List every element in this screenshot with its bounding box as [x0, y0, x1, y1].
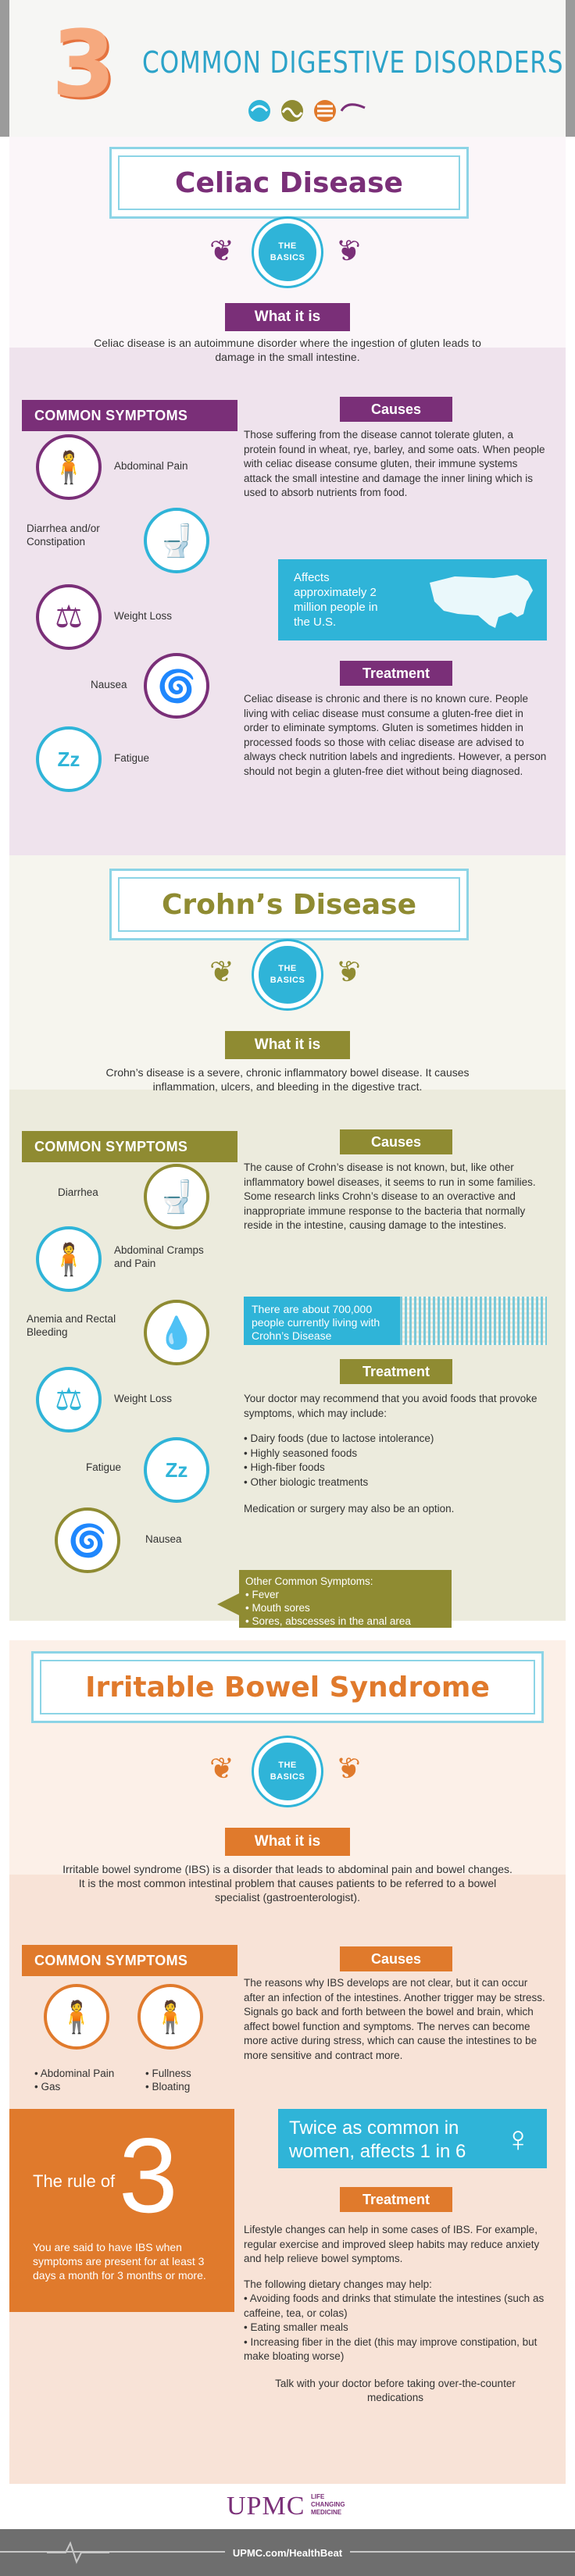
abdominal-pain-icon: 🧍 — [36, 1226, 102, 1292]
upmc-logo: UPMC — [227, 2492, 305, 2521]
list-item: • Avoiding foods and drinks that stimulate the intestines (such as caffeine, tea, or colas) — [244, 2292, 547, 2321]
list-item: • Eating smaller meals — [244, 2321, 547, 2335]
digestive-organs-icon — [244, 95, 369, 127]
header-number: 3 — [51, 10, 116, 118]
dot-pattern — [400, 1297, 547, 1345]
female-icon: ♀ — [505, 2118, 532, 2159]
usa-map-icon — [423, 567, 541, 634]
rule-label: The rule of — [33, 2171, 116, 2191]
tagline-line: MEDICINE — [311, 2509, 342, 2516]
wheat-icon: ❦ — [209, 235, 234, 268]
sleep-icon: Zz — [144, 1437, 209, 1503]
ibs-diet-list — [244, 2292, 547, 2364]
celiac-symptom-label: Weight Loss — [114, 610, 173, 622]
leaf-icon: ❦ — [209, 956, 234, 989]
celiac-symptom-label: Abdominal Pain — [114, 460, 188, 472]
leaf-icon: ❦ — [209, 1753, 234, 1786]
scale-icon: ⚖ — [36, 584, 102, 650]
abdominal-pain-icon: 🧍 — [36, 434, 102, 500]
celiac-symptom-label: Fatigue — [114, 752, 150, 764]
list-item: • Gas — [34, 2080, 114, 2093]
basics-bottom: BASICS — [270, 1772, 305, 1782]
list-item: • Other biologic treatments — [244, 1475, 547, 1490]
crohns-symptom-label: Anemia and Rectal Bleeding — [27, 1313, 116, 1338]
ibs-title: Irritable Bowel Syndrome — [40, 1660, 535, 1714]
celiac-what-text: Celiac disease is an autoimmune disorder where the ingestion of gluten leads to damage in the small intestine. — [94, 337, 481, 363]
ibs-basics-badge — [254, 1738, 321, 1805]
nausea-icon: 🌀 — [144, 653, 209, 719]
arrow-left-icon — [217, 1593, 239, 1615]
other-symptoms-list — [245, 1588, 452, 1628]
heartbeat-icon — [47, 2540, 109, 2565]
celiac-title: Celiac Disease — [118, 155, 460, 210]
crohns-symptom-label: Nausea — [145, 1533, 182, 1545]
ibs-fact-box — [278, 2109, 547, 2168]
celiac-symptom-label: Diarrhea and/or Constipation — [27, 523, 100, 548]
crohns-fact-box — [244, 1297, 400, 1345]
crohns-title-box — [109, 869, 469, 940]
toilet-icon: 🚽 — [144, 508, 209, 573]
scale-icon: ⚖ — [36, 1367, 102, 1432]
crohns-treatment-intro: Your doctor may recommend that you avoid foods that provoke symptoms, which may include: — [244, 1393, 538, 1419]
crohns-symptoms-header: COMMON SYMPTOMS — [22, 1131, 238, 1162]
ibs-treatment-outro: Talk with your doctor before taking over-the-counter medications — [275, 2377, 516, 2403]
celiac-symptom-label: Nausea — [91, 679, 127, 690]
ibs-what-text: Irritable bowel syndrome (IBS) is a disorder that leads to abdominal pain and bowel changes. It is the most common intestinal problem that causes patients to be referred to a bowel specialist (gastroenterologist). — [62, 1863, 512, 1903]
tagline-line: LIFE — [311, 2493, 325, 2500]
ibs-treatment-label: Treatment — [340, 2187, 452, 2212]
leaf-icon: ❦ — [336, 1753, 361, 1786]
ibs-causes-text: The reasons why IBS develops are not clear, but it can occur after an infection of the intestines. Another trigger may be stress. Signals go back and forth between the bowel and brain, which affect bowel function and symptoms. The nerves can become more active during stress, which can cause the intestines to be more sensitive and contract more. — [244, 1977, 545, 2061]
list-item: • Fullness — [145, 2067, 191, 2080]
ibs-fact: Twice as common in women, affects 1 in 6 — [289, 2118, 466, 2162]
crohns-what-text: Crohn’s disease is a severe, chronic inflammatory bowel disease. It causes inflammation, ulcers, and bleeding in the digestive tract. — [105, 1066, 470, 1093]
celiac-title-box — [109, 147, 469, 219]
other-symptoms-label: Other Common Symptoms: — [245, 1575, 373, 1587]
crohns-treatment-outro: Medication or surgery may also be an option. — [244, 1503, 455, 1515]
crohns-other-symptoms — [239, 1570, 452, 1628]
list-item: • Sores, abscesses in the anal area — [245, 1614, 452, 1628]
leaf-icon: ❦ — [336, 956, 361, 989]
celiac-what-label: What it is — [225, 303, 350, 331]
crohns-symptom-label: Diarrhea — [58, 1186, 98, 1198]
celiac-fact: Affects approximately 2 million people in the U.S. — [294, 571, 378, 629]
celiac-basics-badge — [254, 219, 321, 286]
rule-number: 3 — [119, 2116, 178, 2235]
ibs-title-box — [31, 1651, 544, 1723]
footer-url[interactable]: UPMC.com/HealthBeat — [225, 2545, 350, 2562]
basics-top: THE — [278, 241, 297, 251]
logo-tagline — [311, 2493, 345, 2517]
bloating-icon: 🧍 — [138, 1984, 203, 2050]
crohns-basics-badge — [254, 941, 321, 1008]
list-item: • Abdominal Pain — [34, 2067, 114, 2080]
abdominal-pain-icon: 🧍 — [44, 1984, 109, 2050]
crohns-causes-text: The cause of Crohn’s disease is not known, but, like other inflammatory bowel diseases, it seems to run in some families. Some research links Crohn’s disease to an overactive and inappropriate immune response to the bacteria that normally reside in the intestine, causing damage to the intestines. — [244, 1161, 536, 1231]
nausea-icon: 🌀 — [55, 1507, 120, 1573]
celiac-causes-text: Those suffering from the disease cannot tolerate gluten, a protein found in wheat, rye, barley, and some oats. When people with celiac disease consume gluten, their immune systems attack the small intestine and damage the inner lining which is used to absorb nutrients from food. — [244, 429, 545, 498]
crohns-treatment-list — [244, 1432, 547, 1490]
crohns-causes-label: Causes — [340, 1129, 452, 1154]
ibs-treatment-intro: Lifestyle changes can help in some cases of IBS. For example, regular exercise and improved sleep habits may reduce anxiety and help relieve bowel symptoms. — [244, 2224, 540, 2264]
basics-top: THE — [278, 964, 297, 973]
page-title: COMMON DIGESTIVE DISORDERS — [142, 45, 564, 80]
tagline-line: CHANGING — [311, 2501, 345, 2508]
basics-bottom: BASICS — [270, 976, 305, 985]
celiac-treatment-text: Celiac disease is chronic and there is no known cure. People living with celiac disease must consume a gluten-free diet in order to eliminate symptoms. Gluten is sometimes hidden in processed foods so those with celiac disease are advised to always check nutrition labels and ingredients. However, a person should not begin a gluten-free diet without being diagnosed. — [244, 693, 547, 777]
footer — [0, 2529, 575, 2576]
ibs-treatment-block — [244, 2223, 547, 2406]
list-item: • Fever — [245, 1588, 452, 1601]
crohns-title: Crohn’s Disease — [118, 877, 460, 932]
celiac-fact-box — [278, 559, 547, 640]
crohns-fact: There are about 700,000 people currently living with Crohn’s Disease — [252, 1303, 380, 1342]
crohns-symptom-label: Weight Loss — [114, 1393, 173, 1404]
logo-band — [9, 2484, 566, 2529]
rule-text: You are said to have IBS when symptoms are present for at least 3 days a month for 3 months or more. — [33, 2241, 206, 2282]
ibs-diet-intro: The following dietary changes may help: — [244, 2278, 432, 2290]
ibs-symptoms-right — [145, 2067, 191, 2093]
basics-bottom: BASICS — [270, 253, 305, 262]
list-item: • High-fiber foods — [244, 1461, 547, 1475]
ibs-causes-label: Causes — [340, 1946, 452, 1971]
basics-top: THE — [278, 1761, 297, 1770]
ibs-symptoms-header: COMMON SYMPTOMS — [22, 1945, 238, 1976]
list-item: • Mouth sores — [245, 1601, 452, 1614]
ibs-what-label: What it is — [225, 1828, 350, 1856]
celiac-symptoms-header: COMMON SYMPTOMS — [22, 400, 238, 431]
celiac-treatment-label: Treatment — [340, 661, 452, 686]
crohns-treatment-block — [244, 1392, 547, 1517]
sleep-icon: Zz — [36, 726, 102, 792]
list-item: • Dairy foods (due to lactose intolerance) — [244, 1432, 547, 1447]
ibs-rule-box — [9, 2109, 234, 2312]
list-item: • Highly seasoned foods — [244, 1447, 547, 1461]
toilet-icon: 🚽 — [144, 1164, 209, 1229]
crohns-what-label: What it is — [225, 1031, 350, 1059]
header — [0, 0, 575, 137]
blood-drop-icon: 💧 — [144, 1300, 209, 1365]
crohns-symptom-label: Fatigue — [86, 1461, 122, 1473]
crohns-treatment-label: Treatment — [340, 1359, 452, 1384]
ibs-symptoms-left — [34, 2067, 114, 2093]
celiac-causes-label: Causes — [340, 397, 452, 422]
crohns-symptom-label: Abdominal Cramps and Pain — [114, 1244, 204, 1269]
list-item: • Increasing fiber in the diet (this may improve constipation, but make bloating worse) — [244, 2335, 547, 2364]
wheat-icon: ❦ — [336, 235, 361, 268]
list-item: • Bloating — [145, 2080, 191, 2093]
